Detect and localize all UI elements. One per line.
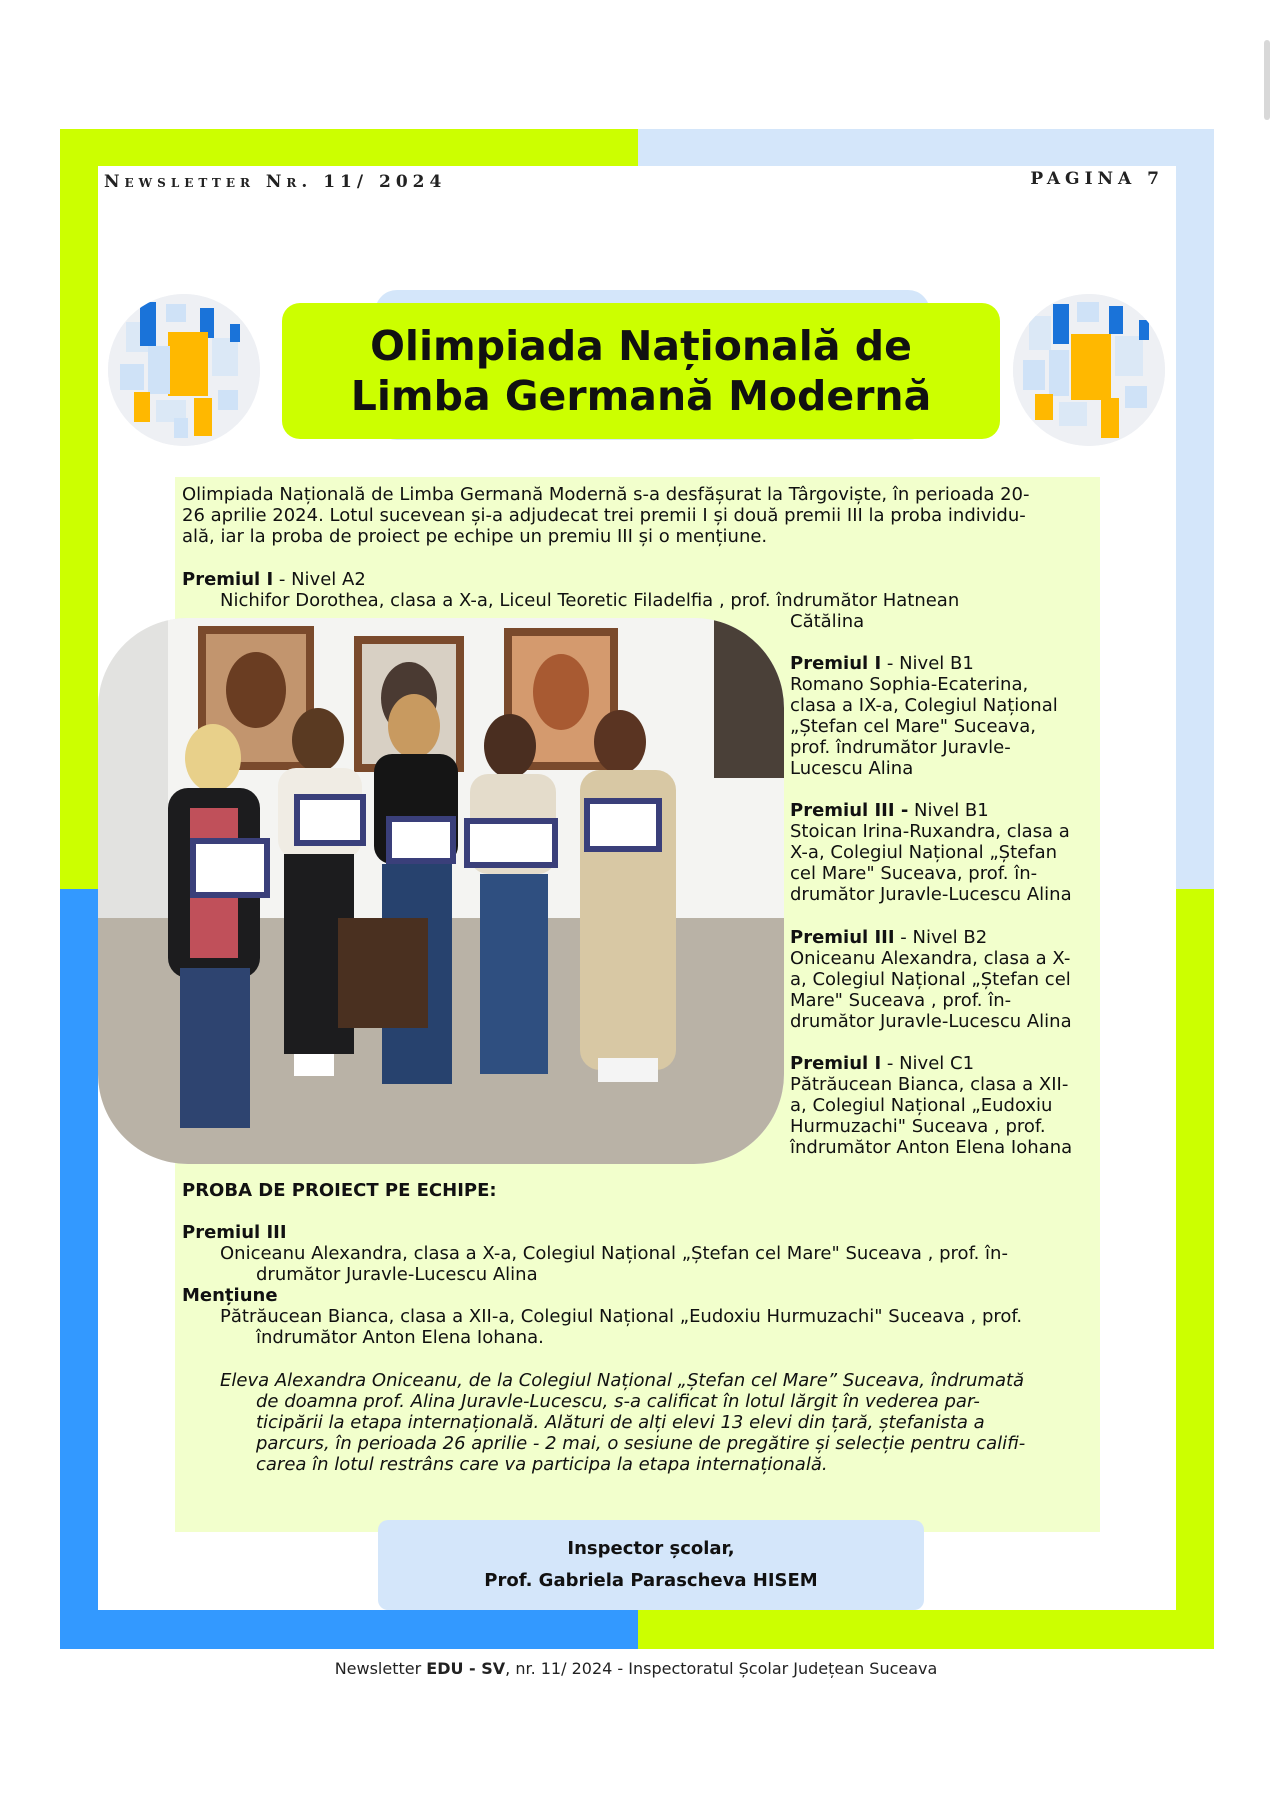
closing-line: parcurs, în perioada 26 aprilie - 2 mai, o sesiune de pregătire și selecție pentru califi- xyxy=(256,1433,1026,1454)
prize-b1-first-line: clasa a IX-a, Colegiul Național xyxy=(790,695,1058,716)
prize-b1-first-title: Premiul I xyxy=(790,653,882,674)
signature-name: Prof. Gabriela Parascheva HISEM xyxy=(484,1570,818,1591)
footer-prefix: Newsletter xyxy=(334,1659,427,1678)
title-line-2: Limba Germană Modernă xyxy=(350,372,932,420)
prize-b1-third-line: drumător Juravle-Lucescu Alina xyxy=(790,884,1072,905)
prize-b1-third-title: Premiul III - xyxy=(790,800,909,821)
prize-c1-line: îndrumător Anton Elena Iohana xyxy=(790,1137,1073,1158)
intro-line-1: Olimpiada Națională de Limba Germană Modernă s-a desfășurat la Târgoviște, în perioada 20- xyxy=(182,484,1030,505)
students-photo xyxy=(98,618,784,1164)
scrollbar[interactable] xyxy=(1264,40,1270,120)
prize-c1-line: Hurmuzachi" Suceava , prof. xyxy=(790,1116,1046,1137)
prize-b1-first-level: - Nivel B1 xyxy=(881,653,974,674)
prize-a2-heading xyxy=(182,569,366,590)
prize-a2-line-1: Nichifor Dorothea, clasa a X-a, Liceul Teoretic Filadelfia , prof. îndrumător Hatnean xyxy=(220,590,960,611)
team-third-line-1: Oniceanu Alexandra, clasa a X-a, Colegiul Național „Ștefan cel Mare" Suceava , prof. în- xyxy=(220,1243,1008,1264)
prize-b2-line: a, Colegiul Național „Ștefan cel xyxy=(790,969,1071,990)
prize-c1-line: a, Colegiul Național „Eudoxiu xyxy=(790,1095,1053,1116)
mosaic-circle-icon-right xyxy=(1013,294,1165,446)
prize-b1-first-line: prof. îndrumător Juravle- xyxy=(790,737,1011,758)
prize-b1-third-heading xyxy=(790,800,989,821)
prize-c1-level: - Nivel C1 xyxy=(881,1053,975,1074)
prize-b1-first-line: Lucescu Alina xyxy=(790,758,914,779)
intro-line-3: ală, iar la proba de proiect pe echipe un premiu III și o mențiune. xyxy=(182,526,768,547)
team-third-title: Premiul III xyxy=(182,1222,287,1243)
closing-line: de doamna prof. Alina Juravle-Lucescu, s-a calificat în lotul lărgit în vederea par- xyxy=(256,1391,980,1412)
prize-c1-line: Pătrăucean Bianca, clasa a XII- xyxy=(790,1074,1069,1095)
closing-line: carea în lotul restrâns care va participa la etapa internațională. xyxy=(256,1454,828,1475)
page-footer xyxy=(0,1659,1272,1678)
prize-b2-line: Mare" Suceava , prof. în- xyxy=(790,990,1012,1011)
prize-b1-first-line: „Ștefan cel Mare" Suceava, xyxy=(790,716,1036,737)
prize-a2-title: Premiul I xyxy=(182,569,274,590)
prize-b1-first-line: Romano Sophia-Ecaterina, xyxy=(790,674,1029,695)
prize-b1-first-heading xyxy=(790,653,974,674)
signature-role: Inspector școlar, xyxy=(567,1538,735,1559)
prize-b2-heading xyxy=(790,927,987,948)
closing-line: Eleva Alexandra Oniceanu, de la Colegiul Național „Ștefan cel Mare” Suceava, îndrumată xyxy=(220,1370,1025,1391)
newsletter-number: Newsletter Nr. 11/ 2024 xyxy=(104,172,447,192)
prize-b2-title: Premiul III xyxy=(790,927,895,948)
signature-box xyxy=(378,1520,924,1610)
prize-b2-line: Oniceanu Alexandra, clasa a X- xyxy=(790,948,1071,969)
prize-a2-line-2: Cătălina xyxy=(790,611,865,632)
prize-b1-third-line: Stoican Irina-Ruxandra, clasa a xyxy=(790,821,1070,842)
article-title xyxy=(282,303,1000,439)
page-number: PAGINA 7 xyxy=(1030,169,1164,189)
footer-brand: EDU - SV xyxy=(426,1659,506,1678)
closing-line: ticipării la etapa internațională. Alături de alți elevi 13 elevi din țară, ștefanista a xyxy=(256,1412,985,1433)
prize-b2-line: drumător Juravle-Lucescu Alina xyxy=(790,1011,1072,1032)
team-mention-title: Mențiune xyxy=(182,1285,278,1306)
footer-suffix: , nr. 11/ 2024 - Inspectoratul Școlar Județean Suceava xyxy=(505,1659,938,1678)
prize-c1-title: Premiul I xyxy=(790,1053,882,1074)
mosaic-circle-icon-left xyxy=(108,294,260,446)
prize-a2-level: - Nivel A2 xyxy=(273,569,366,590)
prize-b1-third-level: Nivel B1 xyxy=(908,800,989,821)
team-mention-line-1: Pătrăucean Bianca, clasa a XII-a, Colegiul Național „Eudoxiu Hurmuzachi" Suceava , prof. xyxy=(220,1306,1023,1327)
team-mention-line-2: îndrumător Anton Elena Iohana. xyxy=(256,1327,544,1348)
team-third-line-2: drumător Juravle-Lucescu Alina xyxy=(256,1264,538,1285)
title-line-1: Olimpiada Națională de xyxy=(370,322,912,370)
prize-b1-third-line: X-a, Colegiul Național „Ștefan xyxy=(790,842,1058,863)
intro-line-2: 26 aprilie 2024. Lotul sucevean și-a adjudecat trei premii I și două premii III la proba individu- xyxy=(182,505,1026,526)
prize-b2-level: - Nivel B2 xyxy=(894,927,988,948)
team-heading: PROBA DE PROIECT PE ECHIPE: xyxy=(182,1180,497,1201)
prize-b1-third-line: cel Mare" Suceava, prof. în- xyxy=(790,863,1038,884)
prize-c1-heading xyxy=(790,1053,974,1074)
